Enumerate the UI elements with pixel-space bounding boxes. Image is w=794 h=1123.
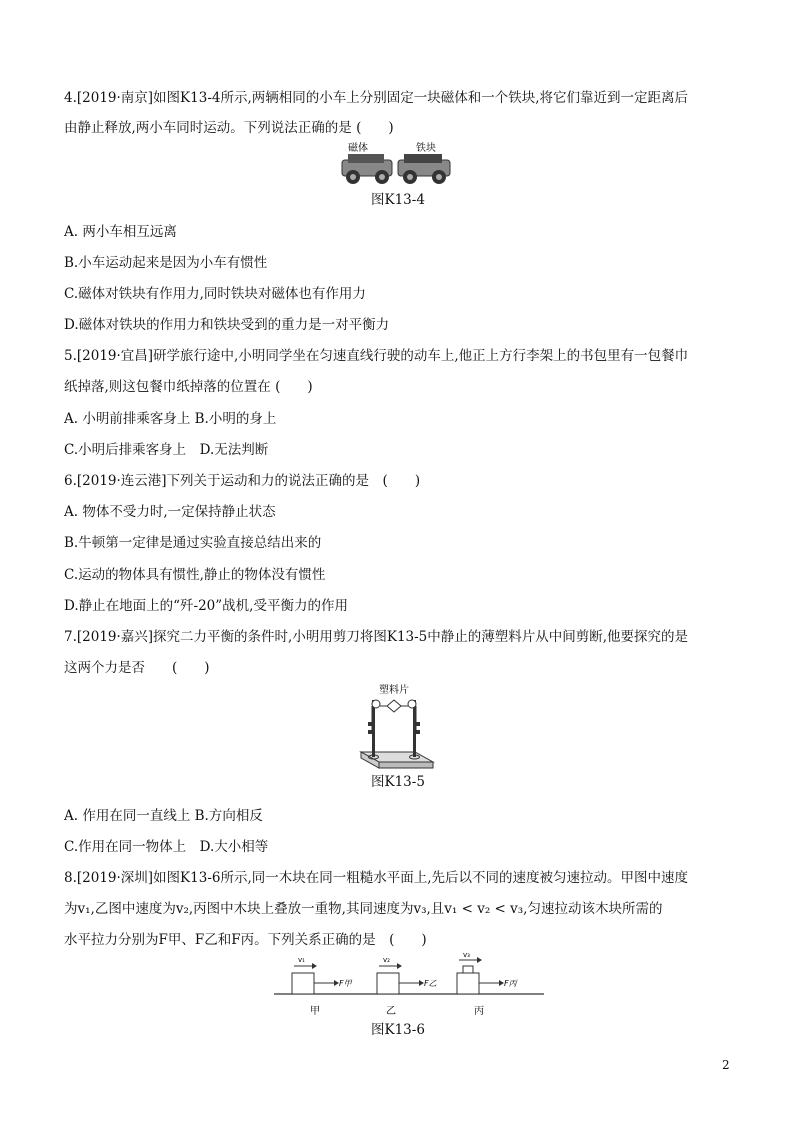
q4-option-a: A. 两小车相互远离 [64,224,177,240]
panel-name-jia: 甲 [310,1006,320,1017]
q5-option-cd: C.小明后排乘客身上 D.无法判断 [64,442,269,458]
q5-option-ab: A. 小明前排乘客身上 B.小明的身上 [64,411,277,427]
page-number: 2 [722,1058,730,1072]
velocity-label-v3: v₃ [463,952,470,959]
figure-k13-6 [274,952,544,1022]
panel-name-bing: 丙 [474,1006,484,1017]
q6-option-d: D.静止在地面上的“歼-20”战机,受平衡力的作用 [64,598,348,614]
q8-stem-line2: 为v₁,乙图中速度为v₂,丙图中木块上叠放一重物,其同速度为v₃,且v₁ < v₂ < v₃,匀速拉动该木块所需的 [64,901,663,917]
panel-yi [377,956,437,1017]
force-label-jia: F甲 [339,979,352,988]
figure-k13-4 [338,140,456,186]
figure-k13-5 [355,682,439,772]
q6-option-a: A. 物体不受力时,一定保持静止状态 [64,504,276,520]
q5-stem-line1: 5.[2019·宜昌]研学旅行途中,小明同学坐在匀速直线行驶的动车上,他正上方行李架上的书包里有一包餐巾 [64,348,689,364]
q7-option-cd: C.作用在同一物体上 D.大小相等 [64,839,269,855]
panel-jia [292,956,353,1017]
figure-caption-k13-6: 图K13-6 [371,1022,425,1038]
q4-stem-line2: 由静止释放,两小车同时运动。下列说法正确的是 ( ) [64,120,394,136]
q6-option-c: C.运动的物体具有惯性,静止的物体没有惯性 [64,567,326,583]
plastic-card-label: 塑料片 [379,685,409,696]
figure-caption-k13-4: 图K13-4 [371,192,425,208]
force-label-bing: F丙 [504,979,517,988]
q4-stem-line1: 4.[2019·南京]如图K13-4所示,两辆相同的小车上分别固定一块磁体和一个铁块,将它们靠近到一定距离后 [64,90,689,106]
force-label-yi: F乙 [424,979,437,988]
q6-stem: 6.[2019·连云港]下列关于运动和力的说法正确的是 ( ) [64,473,421,489]
q4-option-c: C.磁体对铁块有作用力,同时铁块对磁体也有作用力 [64,286,366,302]
magnet-label: 磁体 [348,143,368,154]
q8-stem-line3: 水平拉力分别为F甲、F乙和F丙。下列关系正确的是 ( ) [64,932,427,948]
q7-stem-line1: 7.[2019·嘉兴]探究二力平衡的条件时,小明用剪刀将图K13-5中静止的薄塑料片从中间剪断,他要探究的是 [64,629,689,645]
q6-option-b: B.牛顿第一定律是通过实验直接总结出来的 [64,535,322,551]
q4-option-d: D.磁体对铁块的作用力和铁块受到的重力是一对平衡力 [64,317,390,333]
velocity-label-v2: v₂ [383,956,390,964]
panel-bing [457,952,519,1017]
q4-option-b: B.小车运动起来是因为小车有惯性 [64,255,268,271]
q8-stem-line1: 8.[2019·深圳]如图K13-6所示,同一木块在同一粗糙水平面上,先后以不同的速度被匀速拉动。甲图中速度 [64,870,689,886]
q5-stem-line2: 纸掉落,则这包餐巾纸掉落的位置在 ( ) [64,379,313,395]
q7-option-ab: A. 作用在同一直线上 B.方向相反 [64,808,263,824]
panel-name-yi: 乙 [386,1006,396,1017]
q7-stem-line2: 这两个力是否 ( ) [64,660,210,676]
figure-caption-k13-5: 图K13-5 [371,774,425,790]
iron-block-label: 铁块 [416,143,436,154]
velocity-label-v1: v₁ [298,956,305,964]
